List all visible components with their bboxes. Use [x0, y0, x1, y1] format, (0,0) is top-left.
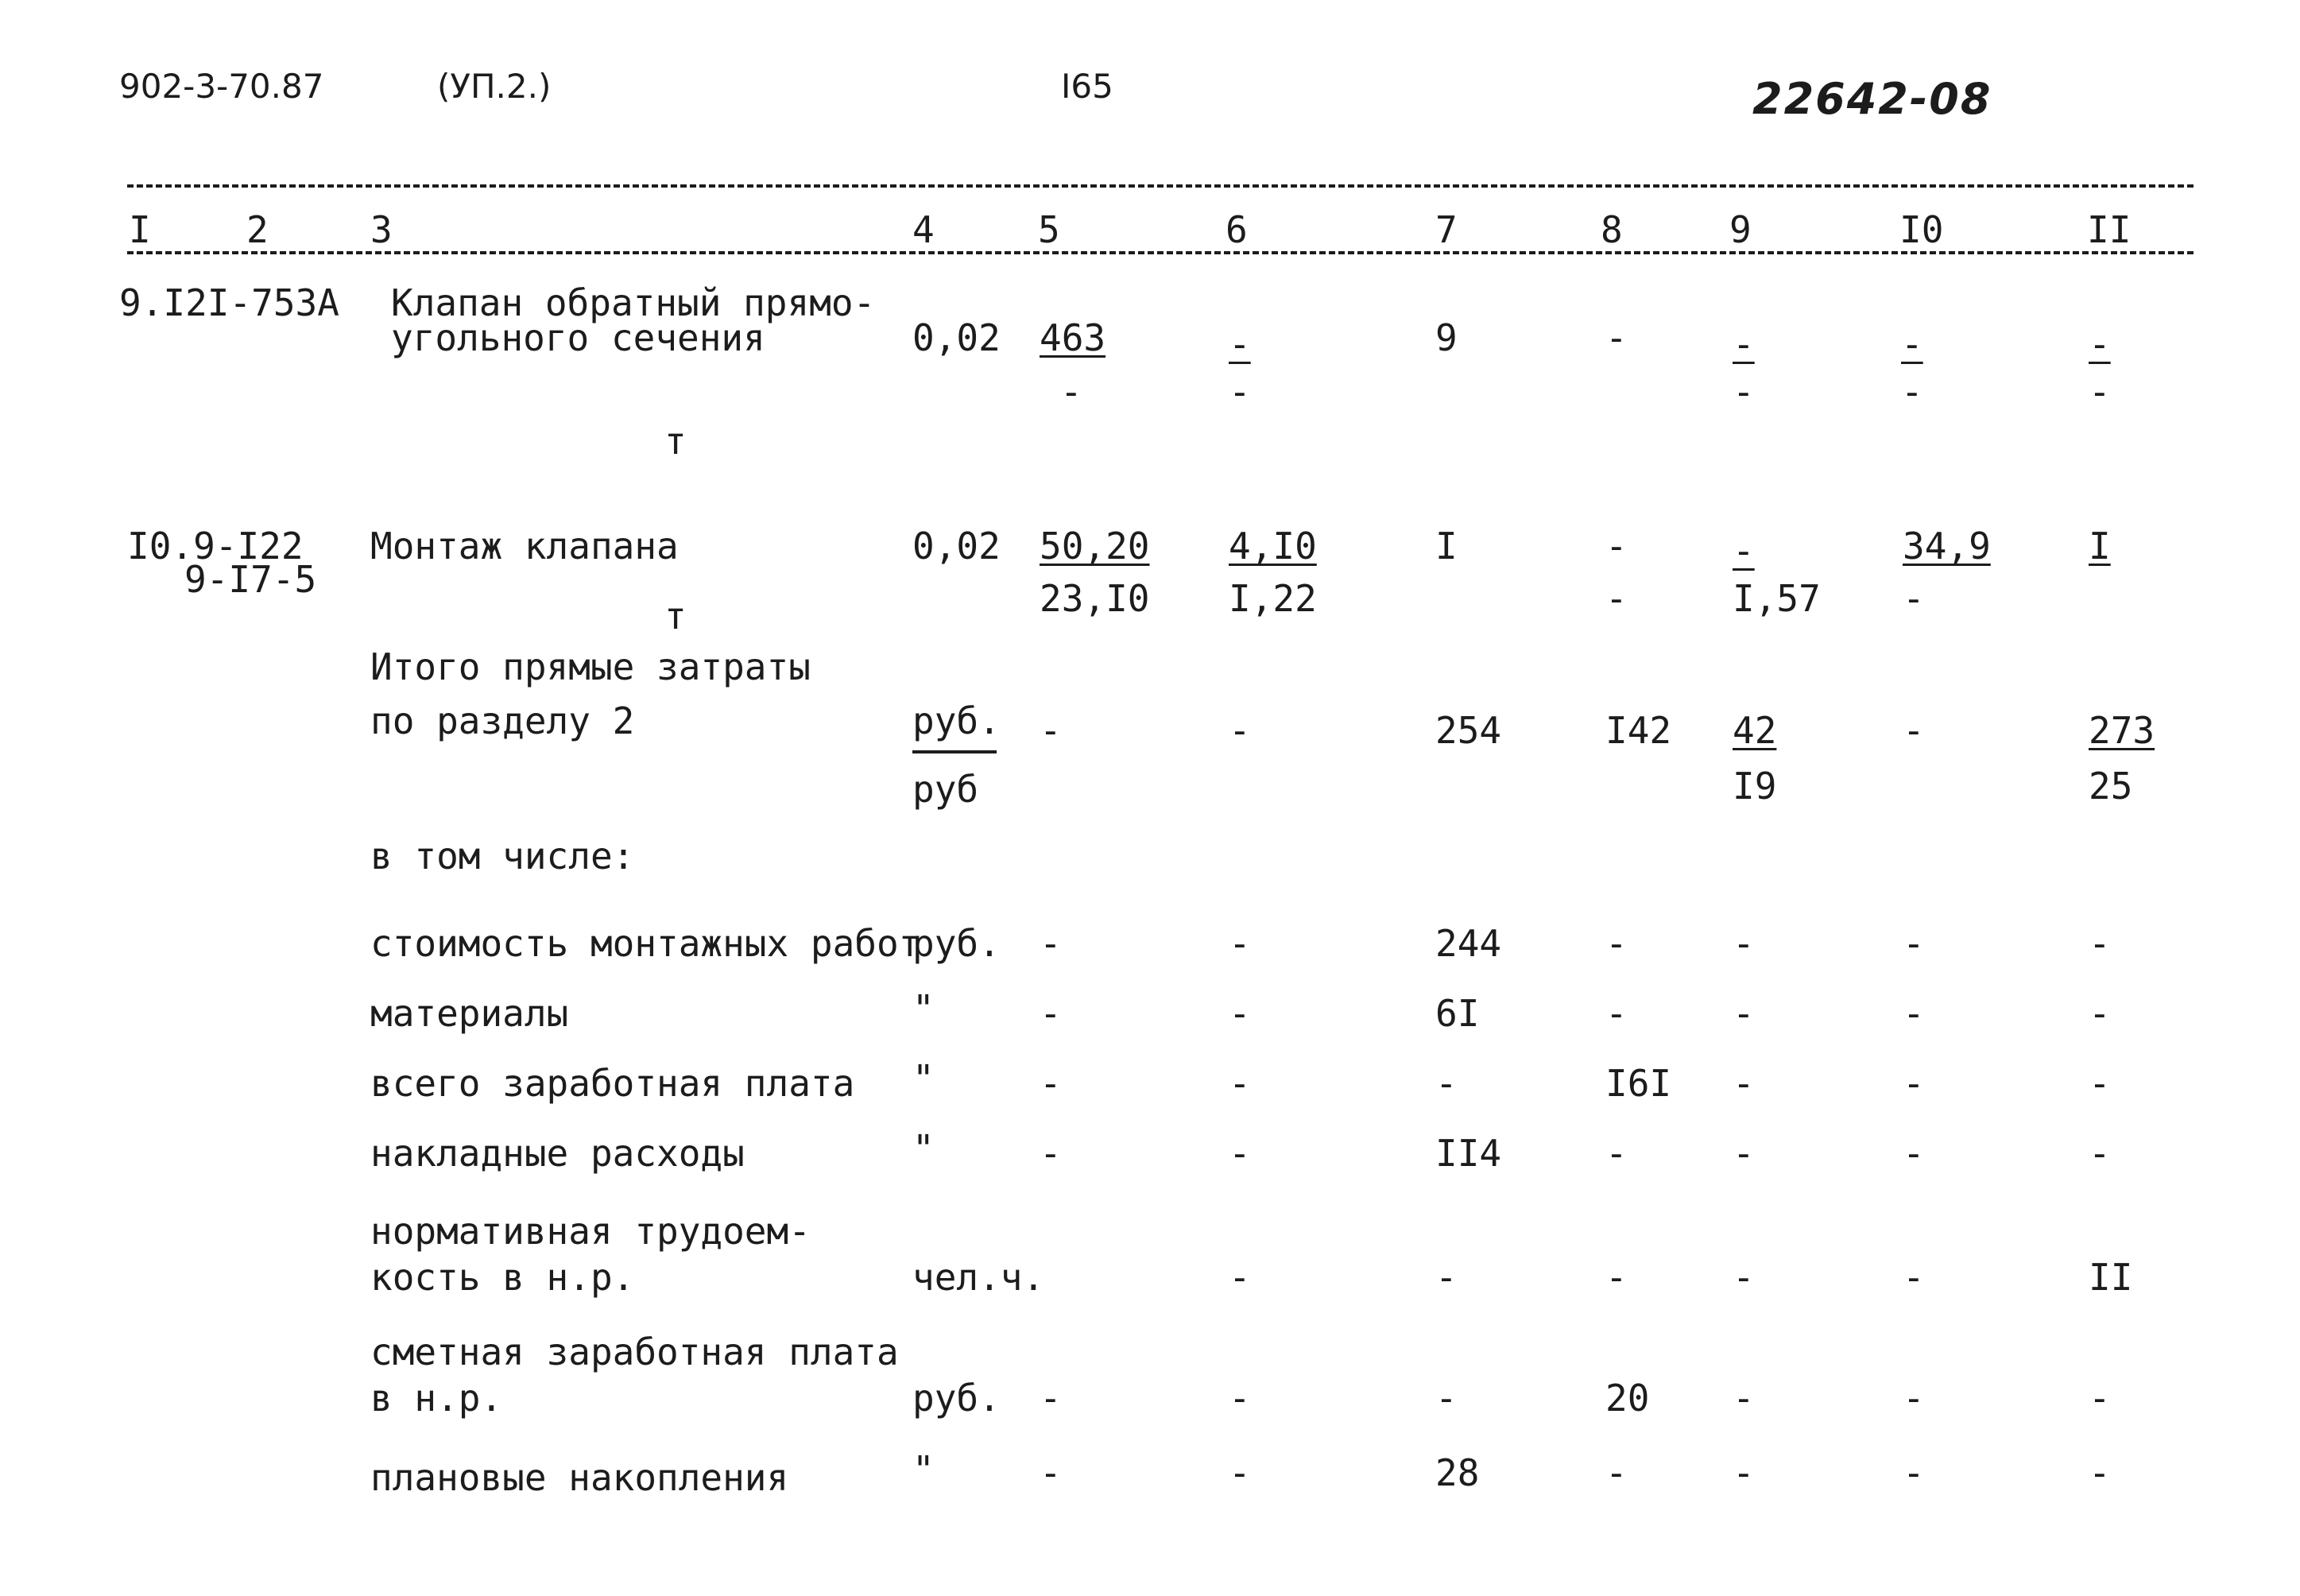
sub2-unit: " [912, 987, 935, 1030]
savings-col8: - [1605, 1451, 1628, 1494]
column-header-5: 5 [1038, 208, 1060, 251]
row1-unit-mark: т [664, 420, 687, 463]
row2-col5-top: 50,20 [1040, 525, 1150, 568]
labor-col8: - [1605, 1256, 1628, 1299]
column-header-6: 6 [1226, 208, 1248, 251]
sub4-col8: - [1605, 1132, 1628, 1175]
row1-col8: - [1605, 316, 1628, 359]
row1-col7: 9 [1435, 316, 1458, 359]
total-col9-bottom: I9 [1733, 765, 1777, 808]
row2-col8-top: - [1605, 525, 1628, 568]
row1-col10-bottom: - [1901, 370, 1923, 413]
row1-quantity: 0,02 [912, 316, 1001, 359]
row1-name-line2: угольного сечения [391, 316, 765, 359]
savings-name: плановые накопления [370, 1456, 789, 1499]
wage-col8: 20 [1605, 1377, 1650, 1420]
total-name-line1: Итого прямые затраты [370, 645, 811, 688]
savings-col6: - [1229, 1451, 1251, 1494]
row1-code: 9.I2I-753A [119, 281, 339, 324]
labor-col11: II [2089, 1256, 2133, 1299]
row2-col7: I [1435, 525, 1458, 568]
column-header-8: 8 [1601, 208, 1623, 251]
row1-col6-top: - [1229, 323, 1251, 366]
row2-col11: I [2089, 525, 2111, 568]
sub3-col5: - [1040, 1062, 1062, 1105]
row2-col6-top: 4,I0 [1229, 525, 1317, 568]
labor-col9: - [1733, 1256, 1755, 1299]
sub4-col7: II4 [1435, 1132, 1502, 1175]
row2-code-line2: 9-I7-5 [184, 558, 317, 601]
wage-name-line1: сметная заработная плата [370, 1331, 899, 1373]
row1-col11-top: - [2089, 323, 2111, 366]
row2-col5-bottom: 23,I0 [1040, 577, 1150, 620]
row1-col10-top: - [1901, 323, 1923, 366]
row2-code-line1: I0.9-I22 [127, 525, 304, 568]
sub1-col7: 244 [1435, 922, 1502, 965]
total-col11-top: 273 [2089, 709, 2155, 752]
sub3-col10: - [1903, 1062, 1925, 1105]
sub3-name: всего заработная плата [370, 1062, 855, 1105]
savings-col11: - [2089, 1451, 2111, 1494]
total-col11-bottom: 25 [2089, 765, 2133, 808]
total-name-line2: по разделу 2 [370, 699, 635, 742]
total-unit-fraction-line [912, 750, 997, 753]
row1-name-line1: Клапан обратный прямо- [391, 281, 876, 324]
row1-col5-bottom: - [1060, 370, 1082, 413]
sub1-col8: - [1605, 922, 1628, 965]
sub2-col6: - [1229, 992, 1251, 1035]
column-header-3: 3 [370, 208, 393, 251]
sub4-unit: " [912, 1127, 935, 1170]
labor-unit: чел.ч. [912, 1256, 1045, 1299]
total-col7: 254 [1435, 709, 1502, 752]
row1-col9-bottom: - [1733, 370, 1755, 413]
sub1-col5: - [1040, 922, 1062, 965]
savings-col10: - [1903, 1451, 1925, 1494]
savings-col7: 28 [1435, 1451, 1480, 1494]
sub4-col9: - [1733, 1132, 1755, 1175]
savings-col5: - [1040, 1451, 1062, 1494]
labor-name-line2: кость в н.р. [370, 1256, 635, 1299]
total-unit-top: руб. [912, 699, 1001, 742]
savings-col9: - [1733, 1451, 1755, 1494]
sub1-col6: - [1229, 922, 1251, 965]
sub4-col5: - [1040, 1132, 1062, 1175]
column-header-11: II [2087, 208, 2132, 251]
handwritten-inventory-number: 22642-08 [1752, 74, 1992, 124]
sub3-col11: - [2089, 1062, 2111, 1105]
sub2-col11: - [2089, 992, 2111, 1035]
sub3-col6: - [1229, 1062, 1251, 1105]
album-label: (УП.2.) [437, 67, 552, 106]
sub2-col5: - [1040, 992, 1062, 1035]
row1-col5-top: 463 [1040, 316, 1106, 359]
column-header-10: I0 [1899, 208, 1944, 251]
row2-name: Монтаж клапана [370, 525, 679, 568]
column-header-7: 7 [1435, 208, 1458, 251]
row2-col9-bottom: I,57 [1733, 577, 1821, 620]
row1-col9-top: - [1733, 323, 1755, 366]
wage-name-line2: в н.р. [370, 1377, 503, 1420]
sub3-col9: - [1733, 1062, 1755, 1105]
row2-col10-bottom: - [1903, 577, 1925, 620]
labor-col10: - [1903, 1256, 1925, 1299]
document-code: 902-3-70.87 [119, 67, 324, 106]
wage-col7: - [1435, 1377, 1458, 1420]
sub4-col6: - [1229, 1132, 1251, 1175]
page-number: I65 [1061, 67, 1113, 106]
wage-col6: - [1229, 1377, 1251, 1420]
sub2-name: материалы [370, 992, 569, 1035]
sub3-col7: - [1435, 1062, 1458, 1105]
sub3-col8: I6I [1605, 1062, 1672, 1105]
total-col5: - [1040, 709, 1062, 752]
including-label: в том числе: [370, 835, 635, 877]
header-dashed-rule [127, 251, 2194, 254]
savings-unit: " [912, 1448, 935, 1491]
wage-col5: - [1040, 1377, 1062, 1420]
labor-name-line1: нормативная трудоем- [370, 1210, 811, 1253]
sub2-col10: - [1903, 992, 1925, 1035]
column-header-2: 2 [246, 208, 269, 251]
wage-col11: - [2089, 1377, 2111, 1420]
sub1-col10: - [1903, 922, 1925, 965]
sub4-col10: - [1903, 1132, 1925, 1175]
sub4-name: накладные расходы [370, 1132, 745, 1175]
sub1-col9: - [1733, 922, 1755, 965]
total-col10: - [1903, 709, 1925, 752]
total-col9-top: 42 [1733, 709, 1777, 752]
row2-col10-top: 34,9 [1903, 525, 1991, 568]
sub3-unit: " [912, 1057, 935, 1100]
column-header-1: I [129, 208, 151, 251]
column-header-9: 9 [1729, 208, 1752, 251]
total-col6: - [1229, 709, 1251, 752]
total-unit-bottom: руб [912, 768, 979, 811]
wage-col9: - [1733, 1377, 1755, 1420]
row2-col8-bottom: - [1605, 577, 1628, 620]
row2-col6-bottom: I,22 [1229, 577, 1317, 620]
row2-quantity: 0,02 [912, 525, 1001, 568]
top-dashed-rule [127, 184, 2194, 188]
sub4-col11: - [2089, 1132, 2111, 1175]
row2-col9-top: - [1733, 529, 1755, 572]
sub1-col11: - [2089, 922, 2111, 965]
sub2-col7: 6I [1435, 992, 1480, 1035]
sub2-col8: - [1605, 992, 1628, 1035]
row1-col6-bottom: - [1229, 370, 1251, 413]
row1-col11-bottom: - [2089, 370, 2111, 413]
sub1-name: стоимость монтажных работ [370, 922, 921, 965]
row2-unit-mark: т [664, 595, 687, 637]
sub2-col9: - [1733, 992, 1755, 1035]
total-col8: I42 [1605, 709, 1672, 752]
labor-col6: - [1229, 1256, 1251, 1299]
column-header-4: 4 [912, 208, 935, 251]
labor-col7: - [1435, 1256, 1458, 1299]
wage-col10: - [1903, 1377, 1925, 1420]
wage-unit: руб. [912, 1377, 1001, 1420]
sub1-unit: руб. [912, 922, 1001, 965]
